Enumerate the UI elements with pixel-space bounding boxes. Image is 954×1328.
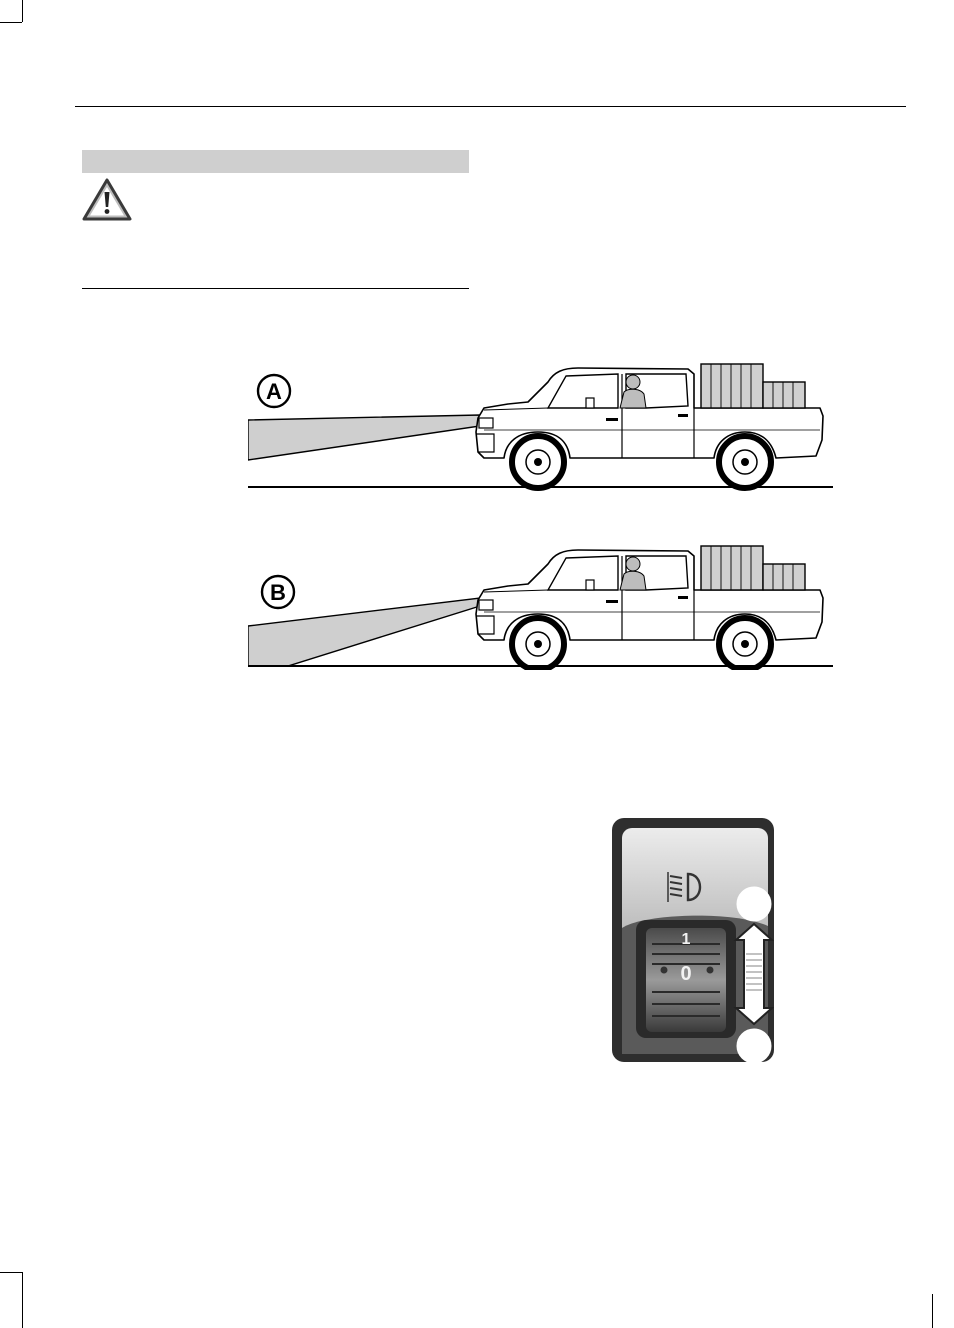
warning-bottom-rule — [82, 288, 469, 289]
headlamp-leveling-dial-photo — [612, 818, 774, 1062]
figure-a-level-beam — [248, 360, 833, 492]
callout-circle-bottom — [737, 1029, 771, 1062]
callout-circle-top — [737, 887, 771, 921]
warning-header-bar — [82, 150, 469, 173]
dial-position-1: 1 — [681, 931, 691, 948]
crop-mark-bottom-left-h — [0, 1272, 22, 1273]
crop-mark-top-left-h — [0, 22, 22, 23]
warning-triangle-icon — [82, 178, 132, 222]
crop-mark-bottom-left-v — [22, 1272, 23, 1328]
crop-mark-bottom-right-v — [932, 1294, 933, 1328]
figure-b-lowered-beam — [248, 540, 833, 670]
header-rule — [75, 106, 906, 107]
figure-a-label: A — [266, 379, 282, 404]
dial-position-0: 0 — [680, 963, 692, 985]
figure-b-label: B — [270, 580, 286, 605]
crop-mark-top-left-v — [22, 0, 23, 22]
